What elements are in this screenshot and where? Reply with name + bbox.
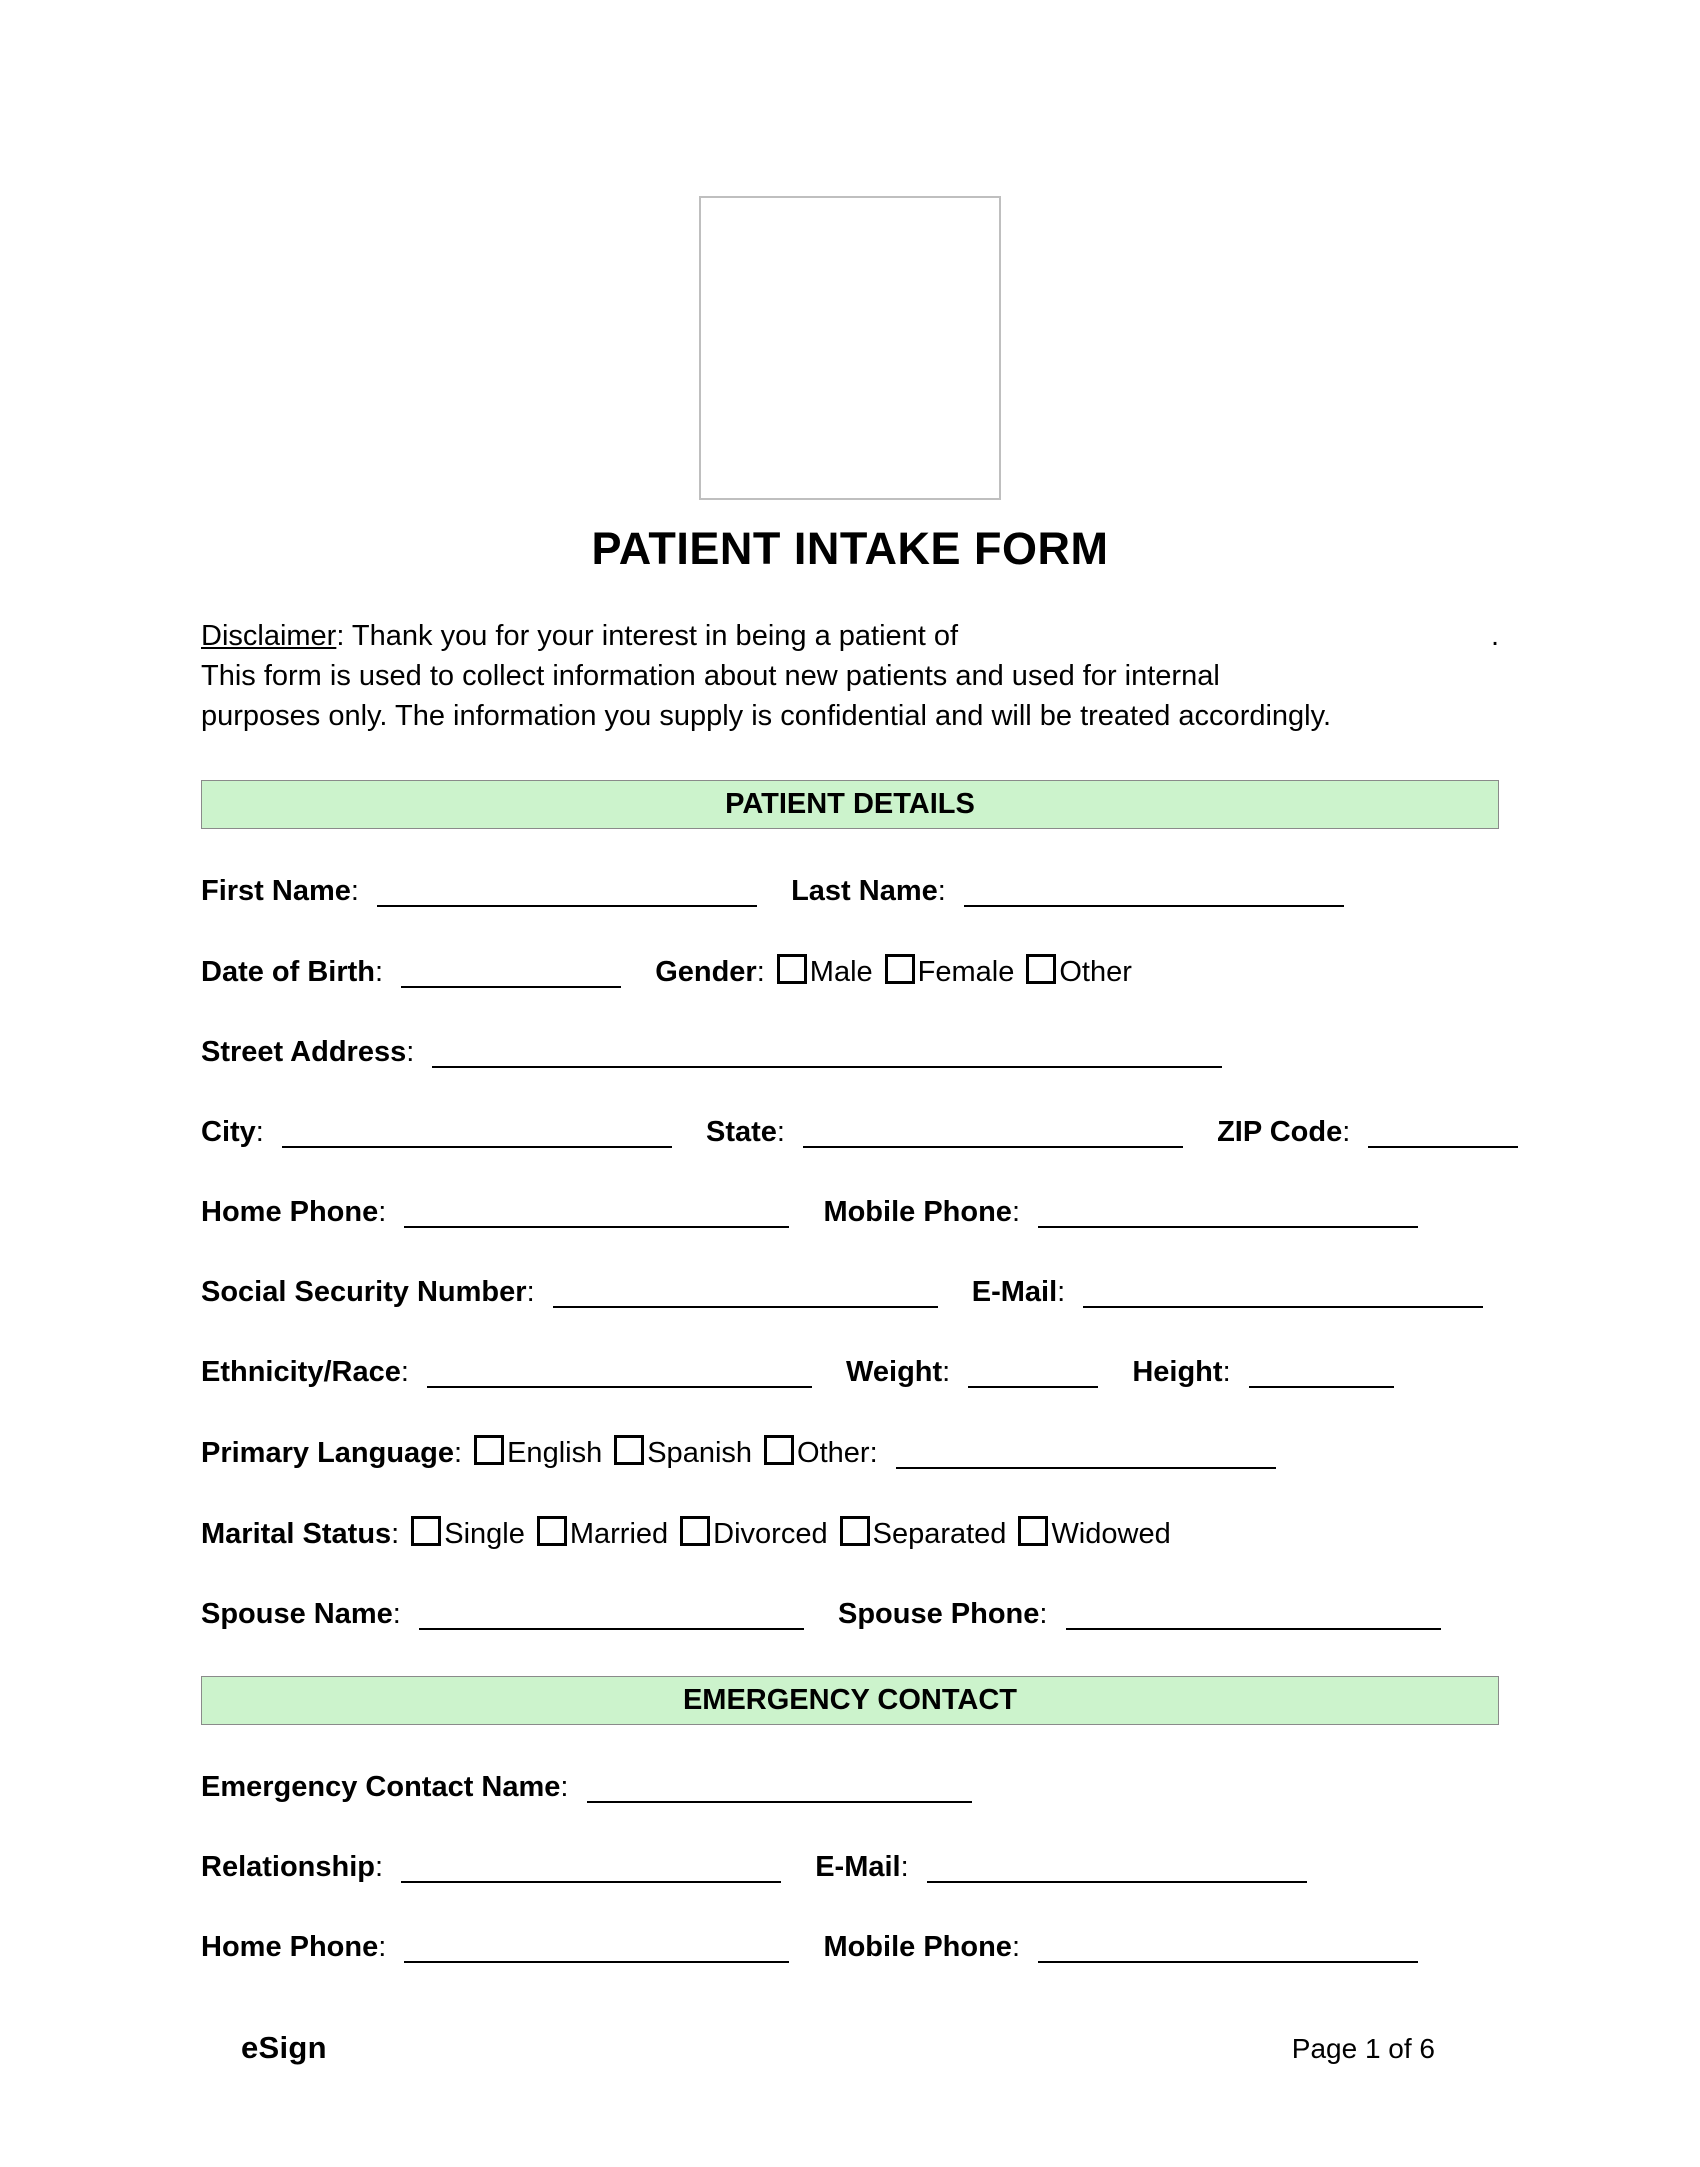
relationship-label: Relationship [201,1851,376,1883]
row-phones [201,1195,1499,1230]
marital-divorced-checkbox[interactable] [680,1516,710,1546]
home-phone-blank[interactable] [404,1222,789,1228]
language-other-checkbox[interactable] [764,1435,794,1465]
disclaimer [201,616,1499,736]
last-name-blank[interactable] [964,901,1344,907]
row-ssn-email [201,1275,1499,1310]
marital-status-label: Marital Status [201,1518,392,1550]
spouse-phone-label: Spouse Phone [837,1598,1040,1630]
row-emergency-name [201,1770,1499,1805]
row-marital-status [201,1516,1499,1552]
height-blank[interactable] [1249,1382,1394,1388]
gender-male-label: Male [809,956,873,988]
emergency-home-phone-label: Home Phone [201,1931,379,1963]
email-label: E-Mail [971,1276,1058,1308]
primary-language-label: Primary Language [201,1437,455,1469]
colon: : [400,1356,409,1388]
marital-separated-label: Separated [872,1518,1007,1550]
state-blank[interactable] [803,1142,1183,1148]
colon: : [776,1116,785,1148]
city-blank[interactable] [282,1142,672,1148]
emergency-home-phone-blank[interactable] [404,1957,789,1963]
marital-divorced-label: Divorced [713,1518,828,1550]
colon: : [942,1356,951,1388]
state-label: State [705,1116,777,1148]
mobile-phone-blank[interactable] [1038,1222,1418,1228]
row-city-state-zip [201,1115,1499,1150]
disclaimer-line-1-period: . [1490,620,1499,652]
row-dob-gender [201,954,1499,990]
emergency-contact-name-label: Emergency Contact Name [201,1771,561,1803]
colon: : [375,1851,384,1883]
disclaimer-line-1-rest: : Thank you for your interest in being a patient of [336,620,959,652]
colon: : [391,1518,400,1550]
colon: : [255,1116,264,1148]
colon: : [1011,1931,1020,1963]
street-address-blank[interactable] [432,1062,1222,1068]
colon: : [375,956,384,988]
language-spanish-checkbox[interactable] [614,1435,644,1465]
mobile-phone-label: Mobile Phone [823,1196,1012,1228]
gender-female-checkbox[interactable] [885,954,915,984]
ssn-blank[interactable] [553,1302,938,1308]
street-address-label: Street Address [201,1036,407,1068]
spouse-name-label: Spouse Name [201,1598,393,1630]
colon: : [1342,1116,1351,1148]
disclaimer-line-3: purposes only. The information you supply is confidential and will be treated accordingly. [201,700,1332,732]
emergency-contact-header: EMERGENCY CONTACT [201,1676,1499,1725]
logo-placeholder [699,196,1001,500]
colon: : [454,1437,463,1469]
spouse-phone-blank[interactable] [1066,1624,1441,1630]
gender-label: Gender [655,956,757,988]
row-street-address [201,1035,1499,1070]
colon: : [392,1598,401,1630]
row-primary-language [201,1435,1499,1471]
weight-label: Weight [846,1356,943,1388]
emergency-mobile-phone-label: Mobile Phone [823,1931,1012,1963]
date-of-birth-label: Date of Birth [201,956,375,988]
gender-other-label: Other [1059,956,1132,988]
colon: : [1057,1276,1066,1308]
colon: : [378,1196,387,1228]
colon: : [937,875,946,907]
weight-blank[interactable] [968,1382,1098,1388]
email-blank[interactable] [1083,1302,1483,1308]
colon: : [378,1931,387,1963]
disclaimer-line-1 [201,616,1499,656]
emergency-email-label: E-Mail [815,1851,901,1883]
colon: : [1222,1356,1231,1388]
date-of-birth-blank[interactable] [401,982,621,988]
page-title: PATIENT INTAKE FORM [591,523,1109,574]
row-emergency-phones [201,1930,1499,1965]
city-label: City [201,1116,256,1148]
gender-other-checkbox[interactable] [1026,954,1056,984]
colon: : [526,1276,535,1308]
relationship-blank[interactable] [401,1877,781,1883]
marital-single-checkbox[interactable] [411,1516,441,1546]
last-name-label: Last Name [791,875,938,907]
language-english-label: English [507,1437,603,1469]
language-spanish-label: Spanish [647,1437,753,1469]
zip-code-blank[interactable] [1368,1142,1518,1148]
row-ethnicity-weight-height [201,1355,1499,1390]
marital-separated-checkbox[interactable] [840,1516,870,1546]
language-english-checkbox[interactable] [474,1435,504,1465]
zip-code-label: ZIP Code [1217,1116,1343,1148]
colon: : [560,1771,569,1803]
language-other-label: Other [797,1437,870,1469]
ethnicity-blank[interactable] [427,1382,812,1388]
spouse-name-blank[interactable] [419,1624,804,1630]
emergency-contact-name-blank[interactable] [587,1797,972,1803]
colon: : [1039,1598,1048,1630]
colon: : [900,1851,909,1883]
esign-logo: eSign [241,2030,327,2065]
page-indicator: Page 1 of 6 [1291,2033,1435,2064]
page-footer [0,2030,1700,2066]
marital-married-checkbox[interactable] [537,1516,567,1546]
emergency-mobile-phone-blank[interactable] [1038,1957,1418,1963]
marital-single-label: Single [444,1518,525,1550]
page-content [0,196,1700,1965]
first-name-blank[interactable] [377,901,757,907]
emergency-email-blank[interactable] [927,1877,1307,1883]
disclaimer-label: Disclaimer [201,620,337,652]
marital-widowed-label: Widowed [1051,1518,1171,1550]
gender-male-checkbox[interactable] [777,954,807,984]
row-name [201,874,1499,909]
colon: : [406,1036,415,1068]
disclaimer-line-1-text [201,616,958,656]
ethnicity-label: Ethnicity/Race [201,1356,401,1388]
colon: : [350,875,359,907]
language-other-blank[interactable] [896,1463,1276,1469]
patient-details-header: PATIENT DETAILS [201,780,1499,829]
ssn-label: Social Security Number [201,1276,527,1308]
colon: : [756,956,765,988]
colon: : [1011,1196,1020,1228]
marital-widowed-checkbox[interactable] [1018,1516,1048,1546]
disclaimer-line-2: This form is used to collect information about new patients and used for internal [201,660,1220,692]
marital-married-label: Married [569,1518,669,1550]
home-phone-label: Home Phone [201,1196,379,1228]
gender-female-label: Female [917,956,1015,988]
height-label: Height [1132,1356,1223,1388]
row-emergency-relationship-email [201,1850,1499,1885]
practice-name-space [958,616,1491,656]
first-name-label: First Name [201,875,351,907]
colon: : [869,1437,878,1469]
row-spouse [201,1597,1499,1632]
